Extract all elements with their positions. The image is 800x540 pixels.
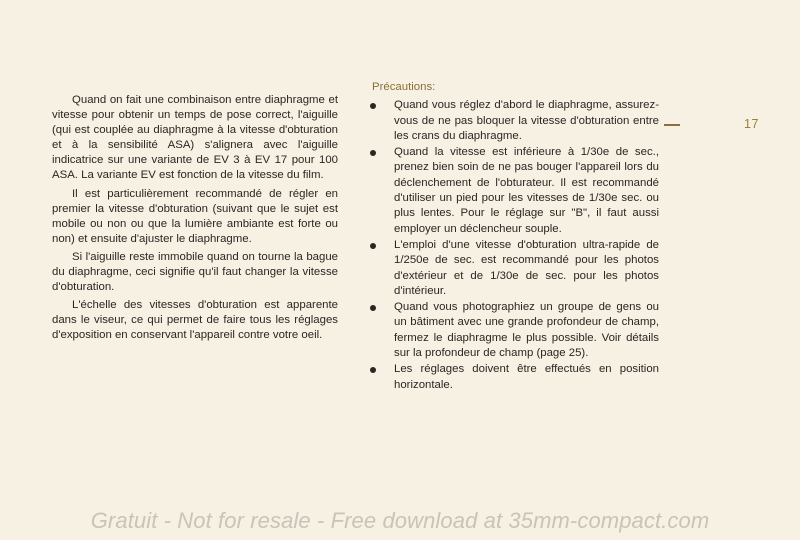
bullet-icon xyxy=(370,243,376,249)
list-item-text: Quand la vitesse est inférieure à 1/30e de sec., prenez bien soin de ne pas bouger l'appareil lors du déclenchement de l'obturateur. Il est recommandé d'utiliser un pied pour les vitesses de 1/30e sec. ou plus lentes. Pour le réglage sur "B", il faut aussi employer un déclencheur souple. xyxy=(394,146,659,235)
list-item xyxy=(370,362,659,393)
left-text-column xyxy=(52,93,338,347)
bullet-icon xyxy=(370,305,376,311)
list-item-text: L'emploi d'une vitesse d'obturation ultra-rapide de 1/250e de sec. est recommandé pour les photos d'extérieur et de 1/30e de sec. pour les photos d'intérieur. xyxy=(394,238,659,297)
bullet-icon xyxy=(370,150,376,156)
paragraph: Il est particulièrement recommandé de régler en premier la vitesse d'obturation (suivant que le sujet est mobile ou non ou que la lumière ambiante est forte ou non) et ensuite d'ajuster le diaphragme. xyxy=(52,187,338,245)
precautions-title: Précautions: xyxy=(372,81,436,93)
paragraph: Quand on fait une combinaison entre diaphragme et vitesse pour obtenir un temps de pose correct, l'aiguille (qui est couplée au diaphragme à la vitesse d'obturation et à la sensibilité ASA) s'alignera avec l'aiguille indicatrice sur une variante de EV 3 à EV 17 pour 100 ASA. La variante EV est fonction de la vitesse du film. xyxy=(52,94,338,182)
paragraph: L'échelle des vitesses d'obturation est apparente dans le viseur, ce qui permet de faire tous les réglages d'exposition en conservant l'appareil contre votre oeil. xyxy=(52,299,338,342)
list-item xyxy=(370,238,659,299)
list-item-text: Quand vous réglez d'abord le diaphragme, assurez-vous de ne pas bloquer la vitesse d'obturation entre les crans du diaphragme. xyxy=(394,99,659,142)
watermark: Gratuit - Not for resale - Free download at 35mm-compact.com xyxy=(90,508,710,533)
bullet-icon xyxy=(370,103,376,109)
list-item-text: Les réglages doivent être effectués en position horizontale. xyxy=(394,363,659,391)
list-item-text: Quand vous photographiez un groupe de gens ou un bâtiment avec une grande profondeur de champ, fermez le diaphragme le plus possible. Voir détails sur la profondeur de champ (page 25). xyxy=(394,301,659,360)
page-number: 17 xyxy=(744,117,759,131)
list-item xyxy=(370,98,659,144)
page-marker-dash xyxy=(664,124,680,126)
list-item xyxy=(370,300,659,361)
precautions-list xyxy=(370,98,659,393)
paragraph: Si l'aiguille reste immobile quand on tourne la bague du diaphragme, ceci signifie qu'il faut changer la vitesse d'obturation. xyxy=(52,250,338,294)
list-item xyxy=(370,145,659,237)
precautions-column xyxy=(370,80,659,394)
bullet-icon xyxy=(370,367,376,373)
